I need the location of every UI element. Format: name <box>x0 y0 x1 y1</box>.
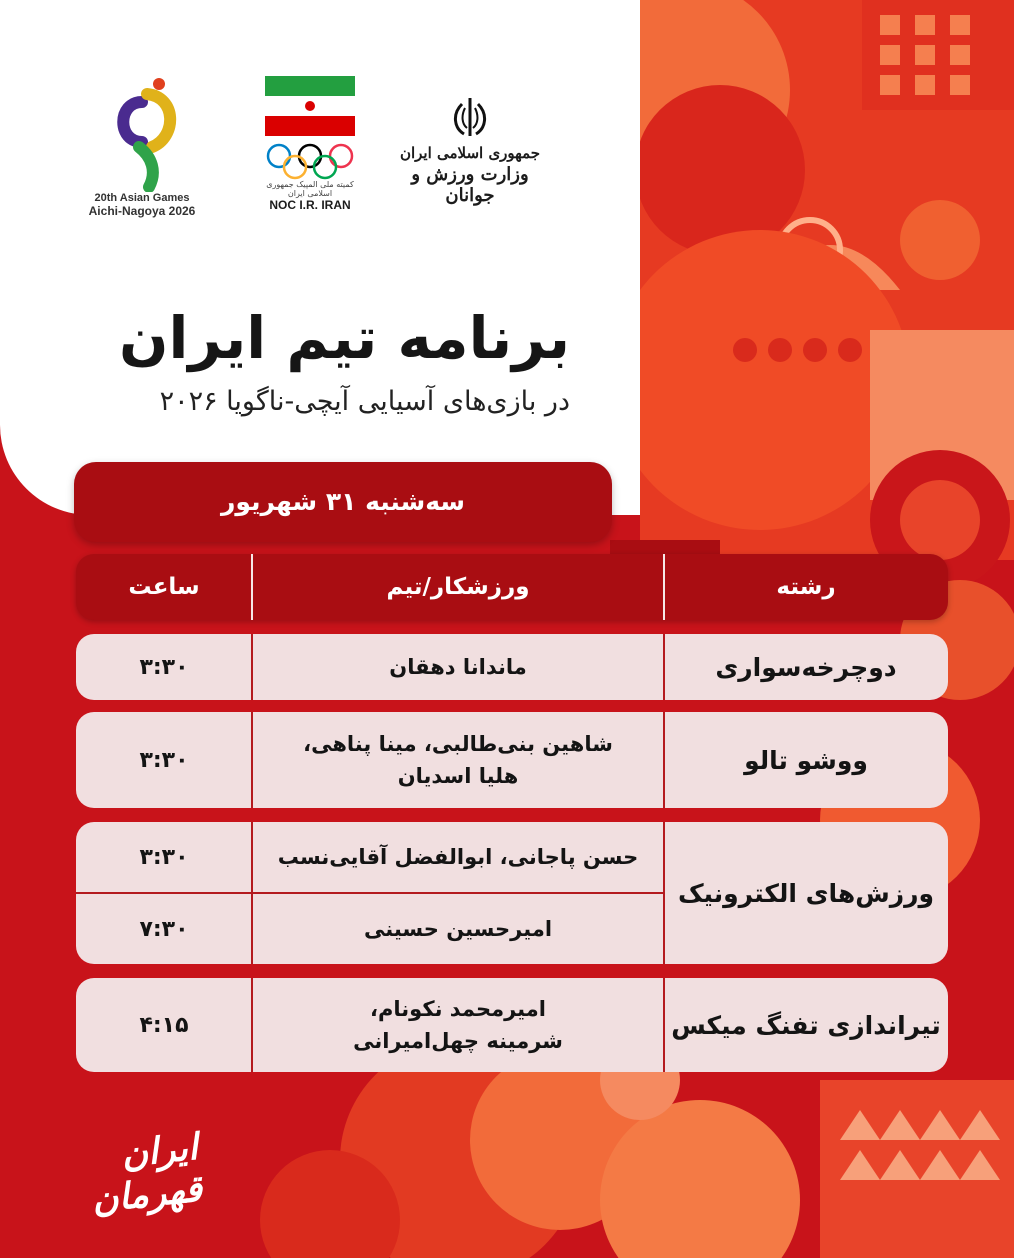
asian-games-logo <box>78 72 206 218</box>
table-row <box>76 634 948 700</box>
ministry-line1: جمهوری اسلامی ایران <box>399 144 541 162</box>
header-divider <box>251 554 253 620</box>
row-athlete <box>252 712 664 808</box>
header-sport: رشته <box>776 574 836 600</box>
row-time: ۳:۳۰ <box>139 654 189 680</box>
row-divider <box>663 978 665 1072</box>
row-time: ۳:۳۰ <box>139 844 189 870</box>
row-sport: ووشو تالو <box>744 745 868 775</box>
olympic-rings-icon <box>265 142 355 182</box>
iran-flag-icon <box>265 76 355 136</box>
row-divider <box>663 634 665 700</box>
row-divider <box>251 712 253 808</box>
asian-games-emblem-icon <box>97 72 187 192</box>
athlete-line: شرمینه چهل‌امیرانی <box>353 1029 563 1053</box>
header-time: ساعت <box>128 574 200 600</box>
row-sport: دوچرخه‌سواری <box>715 652 897 682</box>
row-sport: ورزش‌های الکترونیک <box>677 878 935 908</box>
asian-games-line1: 20th Asian Games <box>94 192 190 204</box>
iran-emblem-icon <box>450 94 490 140</box>
table-row <box>76 822 948 964</box>
row-divider <box>251 822 253 964</box>
row-time: ۷:۳۰ <box>139 916 189 942</box>
date-banner: سه‌شنبه ۳۱ شهریور <box>74 462 612 542</box>
row-sport: تیراندازی تفنگ میکس <box>671 1010 941 1040</box>
row-divider <box>663 712 665 808</box>
athlete-line: هلیا اسدیان <box>397 764 519 788</box>
asian-games-line2: Aichi-Nagoya 2026 <box>88 204 196 218</box>
row-athlete <box>252 978 664 1072</box>
header-athlete: ورزشکار/تیم <box>386 574 530 600</box>
ministry-line2: وزارت ورزش و جوانان <box>411 164 529 206</box>
row-athlete: امیرحسین حسینی <box>364 917 553 941</box>
athlete-line: ماندانا دهقان <box>389 655 527 679</box>
row-athlete: حسن پاجانی، ابوالفضل آقایی‌نسب <box>277 845 639 869</box>
row-divider <box>251 634 253 700</box>
row-divider <box>663 822 665 964</box>
noc-caption: NOC I.R. IRAN <box>269 198 351 212</box>
table-row <box>76 712 948 808</box>
brand-logo: ایران قهرمان <box>89 1125 205 1221</box>
header-divider <box>663 554 665 620</box>
noc-iran-logo <box>258 76 362 212</box>
ministry-logo <box>386 94 554 206</box>
row-athlete <box>252 634 664 700</box>
athlete-line: امیرمحمد نکونام، <box>370 997 546 1021</box>
noc-fa-caption: کمیته ملی المپیک جمهوری اسلامی ایران <box>266 180 354 198</box>
row-divider <box>251 978 253 1072</box>
page-title: برنامه تیم ایران <box>119 304 570 372</box>
athlete-line: شاهین بنی‌طالبی، مینا پناهی، <box>303 732 613 756</box>
table-header <box>76 554 948 620</box>
page-subtitle: در بازی‌های آسیایی آیچی-ناگویا ۲۰۲۶ <box>159 386 570 417</box>
row-time: ۳:۳۰ <box>139 747 189 773</box>
row-subdivider <box>76 892 664 894</box>
row-time: ۴:۱۵ <box>139 1012 189 1038</box>
table-row <box>76 978 948 1072</box>
